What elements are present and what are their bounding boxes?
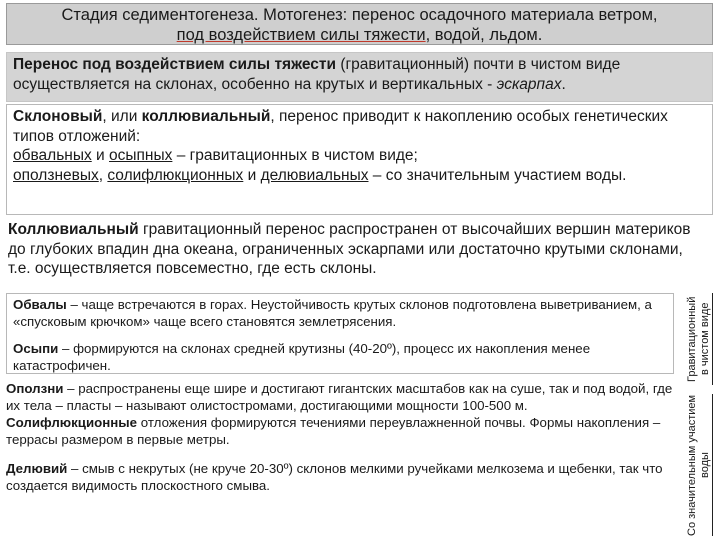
solifluction-term: солифлюкционных — [107, 166, 244, 184]
water-assisted-side-label: Со значительным участием воды — [686, 394, 711, 536]
slope-text-2: , перенос приводит к накоплению особых генетических типов отложений: — [13, 108, 668, 145]
gravity-transport-block — [6, 52, 713, 102]
colluvial-heading: Коллювиальный — [8, 221, 139, 238]
slope-transport-block — [6, 104, 713, 215]
rockfalls-term: Обвалы — [13, 297, 67, 312]
escarp-term: эскарпах — [496, 75, 562, 93]
slope-text-1: , или — [102, 108, 142, 125]
solifluction-paragraph — [6, 414, 674, 448]
landslides-paragraph — [6, 380, 674, 414]
pure-gravity-side-label: Гравитационный в чистом виде — [686, 293, 713, 385]
title-highlight: под воздействием силы тяжести — [176, 26, 426, 44]
gravity-transport-end: . — [561, 75, 566, 93]
landslides-term: Оползни — [6, 381, 64, 396]
slide-title — [6, 3, 713, 45]
title-line2-rest: , водой, льдом. — [425, 26, 543, 44]
solifluction-heading: Солифлюкционные — [6, 415, 138, 430]
gravity-transport-text: (гравитационный) почти в чистом виде осуществляется на склонах, особенно на крутых и вертикальных - — [13, 56, 621, 93]
solifluction-text: отложения формируются течениями переувлажненной почвы. Формы накопления – террасы размером в первые метры. — [6, 415, 661, 447]
deluvium-term: Делювий — [6, 461, 68, 476]
landslides-text: – распространены еще шире и достигают гигантских масштабов как на суше, так и под водой, где их тела – пласты – называют олистостромами, достигающими мощности 100-500 м. — [6, 381, 673, 413]
rockfalls-paragraph — [13, 296, 667, 330]
slope-text-5: , — [98, 166, 108, 184]
gravity-transport-term: Перенос под воздействием силы тяжести — [13, 56, 337, 73]
slope-text-4: – гравитационных в чистом виде; — [172, 147, 418, 164]
slope-term: Склоновый — [13, 108, 103, 125]
pure-gravity-block — [6, 293, 674, 374]
landslide-term: оползневых — [13, 166, 99, 184]
deluvial-term: делювиальных — [260, 166, 369, 184]
colluvial-transport-block — [6, 218, 713, 289]
deluvium-paragraph — [6, 460, 674, 494]
slope-text-7: – со значительным участием воды. — [368, 166, 627, 184]
colluvial-term: коллювиальный — [141, 108, 271, 125]
slope-text-3: и — [91, 147, 110, 164]
title-line1: Стадия седиментогенеза. Мотогенез: перенос осадочного материала ветром, — [61, 6, 658, 24]
scree-term: осыпных — [109, 147, 173, 164]
scree-paragraph — [13, 340, 667, 374]
water-assisted-block — [6, 376, 674, 536]
slope-text-6: и — [243, 166, 261, 184]
colluvial-text: гравитационный перенос распространен от высочайших вершин материков до глубоких впадин дна океана, ограниченных эскарпами или достаточно крутыми склонами, т.е. осуществляется повсеместно, где есть склоны. — [8, 221, 691, 277]
scree-text: – формируются на склонах средней крутизны (40-20º), процесс их накопления менее катастрофичен. — [13, 341, 591, 373]
scree-heading: Осыпи — [13, 341, 59, 356]
deluvium-text: – смыв с некрутых (не круче 20-30º) склонов мелкими ручейками мелкозема и щебенки, так что создается видимость плоскостного смыва. — [6, 461, 663, 493]
rockfall-term: обвальных — [13, 147, 92, 164]
rockfalls-text: – чаще встречаются в горах. Неустойчивость крутых склонов подготовлена выветриванием, а «спусковым крючком» чаще всего становятся землетрясения. — [13, 297, 652, 329]
